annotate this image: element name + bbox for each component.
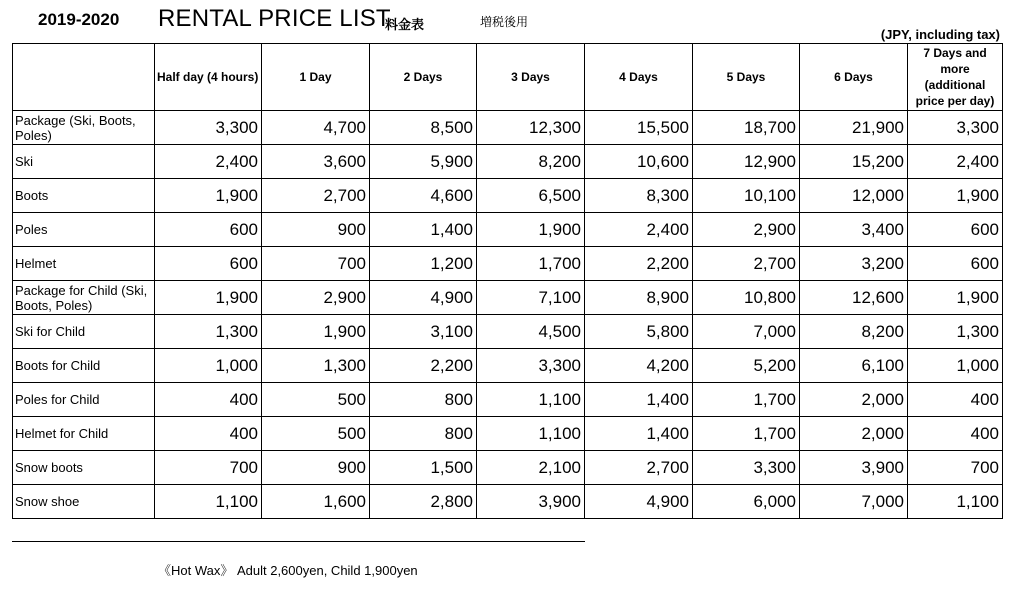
row-item-name: Snow boots (13, 451, 155, 485)
price-cell: 10,800 (693, 281, 800, 315)
table-row (13, 417, 1003, 451)
price-cell: 12,000 (800, 179, 908, 213)
price-cell: 1,500 (370, 451, 477, 485)
price-cell: 2,400 (155, 145, 262, 179)
price-cell: 2,200 (370, 349, 477, 383)
price-cell: 3,300 (693, 451, 800, 485)
page-title-japanese: 料金表 (385, 18, 425, 33)
price-cell: 1,200 (370, 247, 477, 281)
price-cell: 7,000 (800, 485, 908, 519)
price-cell: 4,700 (262, 111, 370, 145)
table-row (13, 111, 1003, 145)
column-header-2-days: 2 Days (370, 44, 477, 111)
price-cell: 600 (155, 213, 262, 247)
column-header-1-day: 1 Day (262, 44, 370, 111)
price-cell: 1,900 (262, 315, 370, 349)
price-cell: 500 (262, 417, 370, 451)
table-row (13, 349, 1003, 383)
price-cell: 7,100 (477, 281, 585, 315)
price-cell: 700 (155, 451, 262, 485)
price-cell: 500 (262, 383, 370, 417)
price-cell: 400 (155, 417, 262, 451)
price-cell: 2,400 (585, 213, 693, 247)
price-cell: 800 (370, 417, 477, 451)
price-cell: 6,000 (693, 485, 800, 519)
price-cell: 8,300 (585, 179, 693, 213)
price-cell: 8,200 (800, 315, 908, 349)
price-cell: 1,900 (155, 179, 262, 213)
price-cell: 1,700 (477, 247, 585, 281)
price-cell: 1,400 (370, 213, 477, 247)
table-row (13, 315, 1003, 349)
price-cell: 700 (262, 247, 370, 281)
price-cell: 6,100 (800, 349, 908, 383)
price-cell: 400 (908, 383, 1003, 417)
column-header-item (13, 44, 155, 111)
price-cell: 1,000 (908, 349, 1003, 383)
price-cell: 1,900 (155, 281, 262, 315)
price-cell: 15,200 (800, 145, 908, 179)
table-header-row (13, 44, 1003, 111)
price-cell: 5,800 (585, 315, 693, 349)
price-cell: 600 (908, 247, 1003, 281)
price-cell: 4,600 (370, 179, 477, 213)
price-cell: 1,100 (477, 383, 585, 417)
table-row (13, 451, 1003, 485)
price-cell: 1,400 (585, 417, 693, 451)
price-cell: 400 (155, 383, 262, 417)
price-cell: 18,700 (693, 111, 800, 145)
column-header-3-days: 3 Days (477, 44, 585, 111)
row-item-name: Ski for Child (13, 315, 155, 349)
price-cell: 3,200 (800, 247, 908, 281)
price-cell: 10,100 (693, 179, 800, 213)
price-cell: 3,600 (262, 145, 370, 179)
table-row (13, 383, 1003, 417)
price-cell: 6,500 (477, 179, 585, 213)
price-cell: 2,700 (693, 247, 800, 281)
table-row (13, 213, 1003, 247)
row-item-name: Package (Ski, Boots, Poles) (13, 111, 155, 145)
price-cell: 1,700 (693, 417, 800, 451)
row-item-name: Snow shoe (13, 485, 155, 519)
price-cell: 3,300 (908, 111, 1003, 145)
price-cell: 2,200 (585, 247, 693, 281)
price-cell: 5,900 (370, 145, 477, 179)
price-cell: 700 (908, 451, 1003, 485)
price-cell: 600 (908, 213, 1003, 247)
price-cell: 2,000 (800, 383, 908, 417)
price-cell: 1,100 (477, 417, 585, 451)
price-cell: 3,900 (477, 485, 585, 519)
price-cell: 3,100 (370, 315, 477, 349)
price-cell: 8,500 (370, 111, 477, 145)
price-cell: 4,200 (585, 349, 693, 383)
season-label: 2019-2020 (38, 10, 120, 29)
tax-note-japanese: 増税後用 (480, 15, 529, 29)
price-cell: 15,500 (585, 111, 693, 145)
table-body (13, 111, 1003, 519)
hot-wax-note: 《Hot Wax》 Adult 2,600yen, Child 1,900yen (158, 563, 418, 578)
table-row (13, 281, 1003, 315)
price-cell: 2,000 (800, 417, 908, 451)
price-cell: 2,700 (585, 451, 693, 485)
price-cell: 3,400 (800, 213, 908, 247)
price-cell: 1,300 (262, 349, 370, 383)
price-cell: 12,600 (800, 281, 908, 315)
price-cell: 3,300 (477, 349, 585, 383)
price-cell: 2,400 (908, 145, 1003, 179)
price-cell: 8,900 (585, 281, 693, 315)
row-item-name: Ski (13, 145, 155, 179)
price-cell: 1,900 (908, 179, 1003, 213)
price-cell: 4,900 (370, 281, 477, 315)
row-item-name: Boots (13, 179, 155, 213)
price-cell: 2,800 (370, 485, 477, 519)
row-item-name: Poles (13, 213, 155, 247)
currency-note: (JPY, including tax) (880, 27, 1000, 42)
price-cell: 1,100 (908, 485, 1003, 519)
price-cell: 2,900 (693, 213, 800, 247)
price-cell: 5,200 (693, 349, 800, 383)
price-cell: 900 (262, 213, 370, 247)
rental-price-table (12, 43, 1003, 519)
table-row (13, 179, 1003, 213)
price-cell: 1,900 (477, 213, 585, 247)
price-cell: 600 (155, 247, 262, 281)
row-item-name: Package for Child (Ski, Boots, Poles) (13, 281, 155, 315)
price-cell: 10,600 (585, 145, 693, 179)
price-cell: 4,500 (477, 315, 585, 349)
price-cell: 900 (262, 451, 370, 485)
column-header-5-days: 5 Days (693, 44, 800, 111)
price-cell: 7,000 (693, 315, 800, 349)
row-item-name: Helmet for Child (13, 417, 155, 451)
price-cell: 1,700 (693, 383, 800, 417)
table-row (13, 145, 1003, 179)
price-cell: 1,600 (262, 485, 370, 519)
row-item-name: Poles for Child (13, 383, 155, 417)
column-header-half-day: Half day (4 hours) (155, 44, 262, 111)
price-cell: 1,900 (908, 281, 1003, 315)
price-cell: 1,100 (155, 485, 262, 519)
price-cell: 3,900 (800, 451, 908, 485)
price-cell: 400 (908, 417, 1003, 451)
column-header-7-days-plus: 7 Days and more (additional price per day) (908, 44, 1003, 111)
column-header-6-days: 6 Days (800, 44, 908, 111)
table-row (13, 485, 1003, 519)
page-title: RENTAL PRICE LIST (158, 5, 391, 32)
table-row (13, 247, 1003, 281)
column-header-4-days: 4 Days (585, 44, 693, 111)
price-cell: 2,100 (477, 451, 585, 485)
price-cell: 2,700 (262, 179, 370, 213)
price-cell: 3,300 (155, 111, 262, 145)
price-cell: 1,400 (585, 383, 693, 417)
price-cell: 21,900 (800, 111, 908, 145)
price-cell: 12,900 (693, 145, 800, 179)
price-cell: 8,200 (477, 145, 585, 179)
price-cell: 12,300 (477, 111, 585, 145)
price-cell: 800 (370, 383, 477, 417)
price-cell: 4,900 (585, 485, 693, 519)
row-item-name: Helmet (13, 247, 155, 281)
footer-divider (12, 541, 585, 542)
price-cell: 1,300 (908, 315, 1003, 349)
price-cell: 1,300 (155, 315, 262, 349)
price-cell: 1,000 (155, 349, 262, 383)
row-item-name: Boots for Child (13, 349, 155, 383)
price-cell: 2,900 (262, 281, 370, 315)
